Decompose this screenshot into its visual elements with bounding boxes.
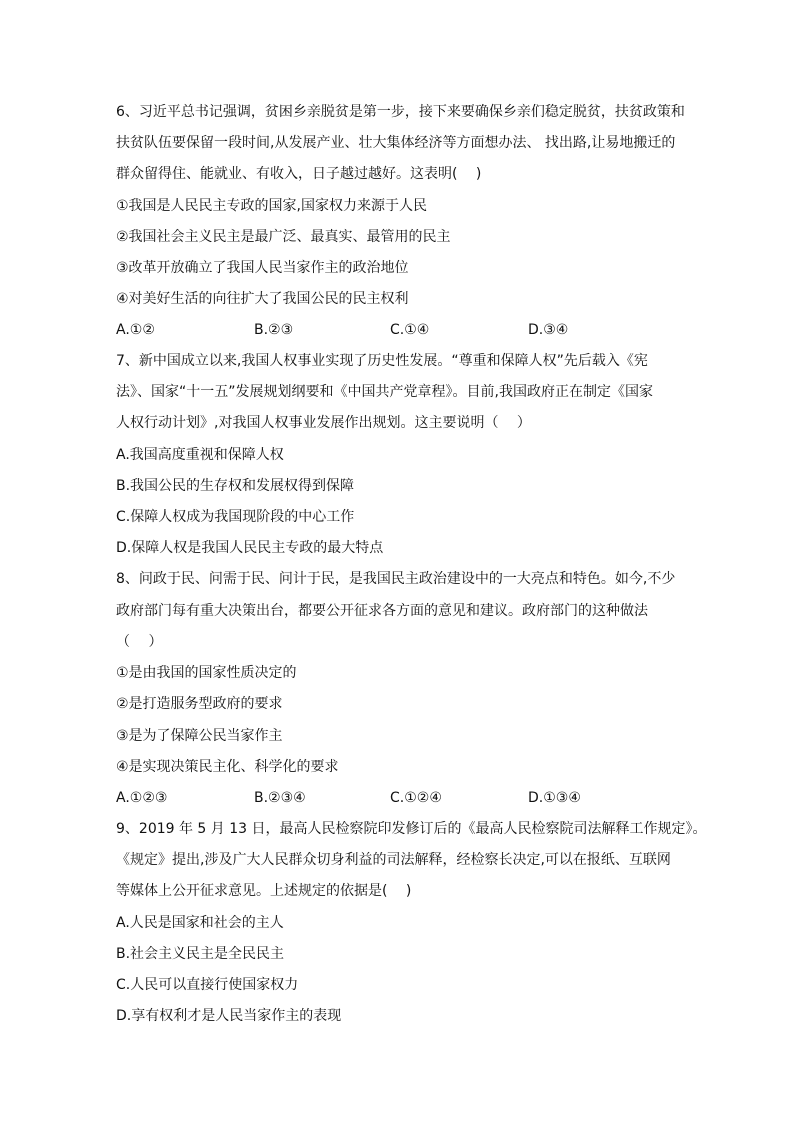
question-9-choice-a: A.人民是国家和社会的主人 — [116, 915, 284, 931]
question-6-stem-line-1: 6、习近平总书记强调，贫困乡亲脱贫是第一步，接下来要确保乡亲们稳定脱贫，扶贫政策和 — [116, 104, 685, 120]
question-7-choice-c: C.保障人权成为我国现阶段的中心工作 — [116, 509, 355, 525]
question-8-option-d: D.①③④ — [528, 790, 581, 806]
question-6-statement-3: ③改革开放确立了我国人民当家作主的政治地位 — [116, 260, 409, 276]
question-7-choice-b: B.我国公民的生存权和发展权得到保障 — [116, 478, 355, 494]
question-6-statement-2: ②我国社会主义民主是最广泛、最真实、最管用的民主 — [116, 229, 451, 245]
question-8-statement-2: ②是打造服务型政府的要求 — [116, 696, 283, 712]
question-6-option-a: A.①② — [116, 322, 155, 338]
question-7-stem-line-3: 人权行动计划》,对我国人权事业发展作出规划。这主要说明（ ） — [116, 415, 531, 431]
question-9-stem-line-1: 9、2019 年 5 月 13 日，最高人民检察院印发修订后的《最高人民检察院司法解释工作规定》。 — [116, 821, 707, 837]
question-8-statement-3: ③是为了保障公民当家作主 — [116, 728, 283, 744]
question-8-stem-line-3: （ ） — [116, 634, 163, 650]
question-7-choice-d: D.保障人权是我国人民民主专政的最大特点 — [116, 540, 384, 556]
question-9-choice-c: C.人民可以直接行使国家权力 — [116, 977, 299, 993]
question-9-choice-d: D.享有权利才是人民当家作主的表现 — [116, 1008, 342, 1024]
question-8-option-b: B.②③④ — [254, 790, 306, 806]
question-8-stem-line-1: 8、问政于民、问需于民、问计于民，是我国民主政治建设中的一大亮点和特色。如今,不少 — [116, 571, 676, 587]
question-6-option-b: B.②③ — [254, 322, 294, 338]
question-8-option-a: A.①②③ — [116, 790, 168, 806]
question-7-stem-line-1: 7、新中国成立以来,我国人权事业实现了历史性发展。“尊重和保障人权”先后载入《宪 — [116, 353, 648, 369]
question-6-option-c: C.①④ — [390, 322, 430, 338]
question-8-stem-line-2: 政府部门每有重大决策出台，都要公开征求各方面的意见和建议。政府部门的这种做法 — [116, 603, 648, 619]
question-7-stem-line-2: 法》、国家“十一五”发展规划纲要和《中国共产党章程》。目前,我国政府正在制定《国家 — [116, 384, 653, 400]
question-9-stem-line-3: 等媒体上公开征求意见。上述规定的依据是( ) — [116, 883, 412, 899]
question-9-choice-b: B.社会主义民主是全民民主 — [116, 946, 285, 962]
question-9-stem-line-2: 《规定》提出,涉及广大人民群众切身利益的司法解释，经检察长决定,可以在报纸、互联网 — [116, 852, 671, 868]
question-6-option-d: D.③④ — [528, 322, 569, 338]
question-8-option-c: C.①②④ — [390, 790, 442, 806]
question-8-options — [116, 788, 716, 808]
question-6-stem-line-2: 扶贫队伍要保留一段时间,从发展产业、壮大集体经济等方面想办法、 找出路,让易地搬迁的 — [116, 135, 676, 151]
question-8-statement-4: ④是实现决策民主化、科学化的要求 — [116, 759, 339, 775]
question-6-statement-1: ①我国是人民民主专政的国家,国家权力来源于人民 — [116, 198, 427, 214]
question-7-choice-a: A.我国高度重视和保障人权 — [116, 447, 284, 463]
question-6-statement-4: ④对美好生活的向往扩大了我国公民的民主权利 — [116, 291, 409, 307]
question-6-options — [116, 320, 716, 340]
question-6-stem-line-3: 群众留得住、能就业、有收入，日子越过越好。这表明( ) — [116, 166, 482, 182]
question-8-statement-1: ①是由我国的国家性质决定的 — [116, 665, 297, 681]
